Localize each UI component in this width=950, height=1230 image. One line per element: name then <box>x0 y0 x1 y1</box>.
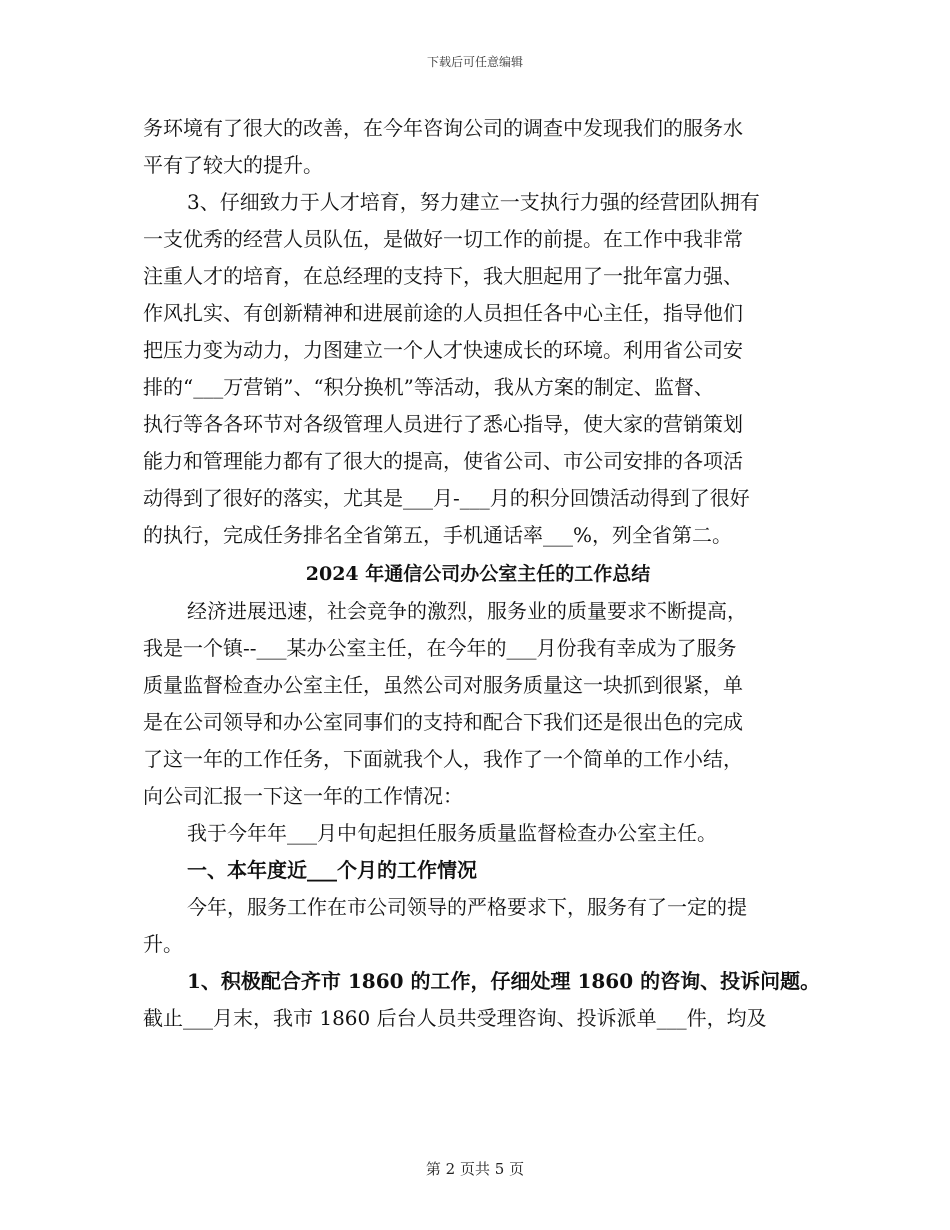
paragraph-line: 了这一年的工作任务，下面就我个人，我作了一个简单的工作小结， <box>143 747 743 771</box>
paragraph-line: 执行等各各环节对各级管理人员进行了悉心指导，使大家的营销策划 <box>143 412 743 436</box>
paragraph-line: 把压力变为动力，力图建立一个人才快速成长的环境。利用省公司安 <box>143 338 743 362</box>
paragraph-line: 升。 <box>143 932 183 956</box>
paragraph-line: 能力和管理能力都有了很大的提高，使省公司、市公司安排的各项活 <box>143 449 743 473</box>
paragraph-line: 排的“___万营销”、“积分换机”等活动，我从方案的制定、监督、 <box>143 375 714 399</box>
paragraph-line: 经济进展迅速，社会竞争的激烈，服务业的质量要求不断提高， <box>187 599 747 623</box>
paragraph-line: 动得到了很好的落实，尤其是___月-___月的积分回馈活动得到了很好 <box>143 486 750 510</box>
paragraph-line: 质量监督检查办公室主任，虽然公司对服务质量这一块抓到很紧，单 <box>143 673 743 697</box>
page-footer: 第 2 页共 5 页 <box>425 1160 525 1178</box>
section-title: 2024 年通信公司办公室主任的工作总结 <box>305 563 651 585</box>
paragraph-line: 今年，服务工作在市公司领导的严格要求下，服务有了一定的提 <box>187 895 747 919</box>
paragraph-line: 截止___月末，我市 1860 后台人员共受理咨询、投诉派单___件，均及 <box>143 1006 767 1030</box>
paragraph-line: 3、仔细致力于人才培育，努力建立一支执行力强的经营团队拥有 <box>187 190 760 214</box>
paragraph-line: 我于今年年___月中旬起担任服务质量监督检查办公室主任。 <box>187 821 717 845</box>
page-header: 下载后可任意编辑 <box>426 55 523 69</box>
paragraph-line: 我是一个镇--___某办公室主任，在今年的___月份我有幸成为了服务 <box>143 636 737 660</box>
paragraph-line: 是在公司领导和办公室同事们的支持和配合下我们还是很出色的完成 <box>143 710 743 734</box>
paragraph-line: 的执行，完成任务排名全省第五，手机通话率___%，列全省第二。 <box>143 523 733 547</box>
paragraph-line: 务环境有了很大的改善，在今年咨询公司的调查中发现我们的服务水 <box>143 116 743 140</box>
paragraph-line: 作风扎实、有创新精神和进展前途的人员担任各中心主任，指导他们 <box>143 301 743 325</box>
paragraph-line: 向公司汇报一下这一年的工作情况： <box>143 784 463 808</box>
document-body <box>143 110 821 1037</box>
paragraph-line: 一支优秀的经营人员队伍，是做好一切工作的前提。在工作中我非常 <box>143 227 743 251</box>
numbered-item-heading: 1、积极配合齐市 1860 的工作，仔细处理 1860 的咨询、投诉问题。 <box>187 969 821 993</box>
paragraph-line: 注重人才的培育，在总经理的支持下，我大胆起用了一批年富力强、 <box>143 264 743 288</box>
subsection-heading: 一、本年度近___个月的工作情况 <box>187 858 477 882</box>
paragraph-line: 平有了较大的提升。 <box>143 153 323 177</box>
